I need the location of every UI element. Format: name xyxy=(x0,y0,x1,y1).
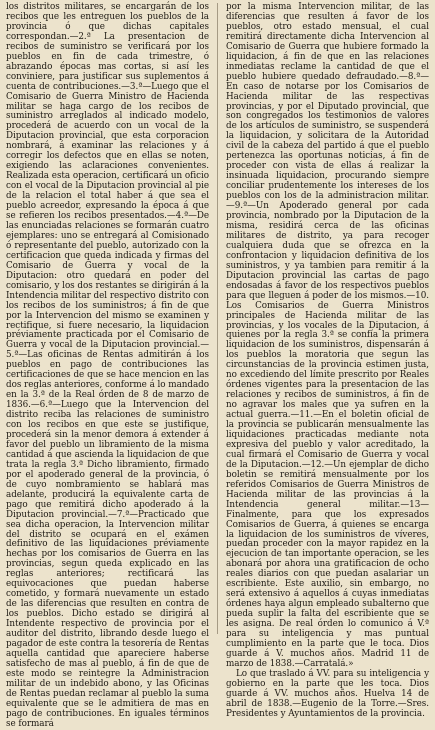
right-column xyxy=(226,2,429,719)
right-column-paragraph-2: Lo que traslado á VV. para su inteligencia y gobierno en la parte que les toca. Dios guarde á VV. muchos años. Huelva 14 de abril de 1838.—Eugenio de la Torre.—Sres. Presidentes y Ayuntamientos de la provincia. xyxy=(226,668,429,719)
left-column-text: los distritos militares, se encargarán de los recibos que les entreguen los pueblos de la provincia ó que dichas capitales correspondan.—2.ª La presentacion de recibos de suministro se verificará por los pueblos en fin de cada trimestre, ó abrazando épocas mas cortas, si así les conviniere, para justificar sus suplementos á cuenta de contribuciones.—3.ª—Luego que el Comisario de Guerra Ministro de Hacienda militar se haga cargo de los recibos de suministro arreglados al indicado modelo, procederá de acuerdo con un vocal de la Diputacion provincial, que esta corporacion nombrará, á examinar las relaciones y á corregir los defectos que en ellas se noten, exigiendo las aclaraciones convenientes. Realizada esta operacion, certificará un oficio con el vocal de la Diputacion provincial al pie de la relacion el total haber á que sea el pueblo acreedor, expresando la época á que se refieren los recibos presentados.—4.ª—De las enunciadas relaciones se formarán cuatro ejemplares: uno se entregará al Comisionado ó representante del pueblo, autorizado con la certificacion que queda indicada y firmas del Comisario de Guerra y vocal de la Diputacion: otro quedará en poder del comisario, y los dos restantes se dirigirán á la Intendencia militar del respectivo distrito con los recibos de los suministros; á fin de que por la Intervencion del mismo se examinen y rectifique, si fuere necesario, la liquidacion préviamente practicada por el Comisario de Guerra y vocal de la Diputacion provincial.—5.ª—Las oficinas de Rentas admitirán á los pueblos en pago de contribuciones las certificaciones de que se hace mencion en las dos reglas anteriores, conforme á lo mandado en la 3.ª de la Real órden de 8 de marzo de 1836.—6.ª—Luego que la Intervencion del distrito reciba las relaciones de suministro con los recibos en que este se justifique, procederá sin la menor demora á extender á favor del pueblo un libramiento de la misma cantidad á que ascienda la liquidacion de que trata la regla 3.ª Dicho libramiento, firmado por el apoderado general de la provincia, ó de cuyo nombramiento se hablará mas adelante, producirá la equivalente carta de pago que remitirá dicho apoderado á la Diputacion provincial.—7.ª—Practicado que sea dicha operacion, la Intervencion militar del distrito se ocupará en el exámen definitivo de las liquidaciones préviamente hechas por los comisarios de Guerra en las provincias, segun queda explicado en las reglas anteriores; rectificará las equivocaciones que puedan haberse cometido, y formará nuevamente un estado de las diferencias que resulten en contra de los pueblos. Dicho estado se dirigirá al Intendente respectivo de provincia por el auditor del distrito, librando desde luego el pagador de este contra la tesorería de Rentas aquella cantidad que apareciere haberse satisfecho de mas al pueblo, á fin de que de este modo se reintegre la Administracion militar de un indebido abono, y las Oficinas de Rentas puedan reclamar al pueblo la suma equivalente que se le admitiera de mas en pago de contribuciones. En iguales términos se formará xyxy=(6,2,209,729)
right-column-paragraph-1: por la misma Intervencion militar, de las diferencias que resulten á favor de los pueblos, otro estado mensual, el cual remitirá directamente dicha Intervencion al Comisario de Guerra que hubiere formado la liquidacion, á fin de que en las relaciones inmediatas reclame la cantidad de que el pueblo hubiere quedado defraudado.—8.ª—En caso de notarse por los Comisarios de Hacienda militar de las respectivas provincias, y por el Diputado provincial, que son congregados los testimonios de valores de los artículos de suministro, se suspenderá la liquidacion, y solicitara de la Autoridad civil de la cabeza del partido á que el pueblo pertenezca las oportunas noticias, á fin de proceder con vista de ellas á realizar la insinuada liquidacion, procurando siempre conciliar prudentemente los intereses de los pueblos con los de la administracion militar.—9.ª—Un Apoderado general por cada provincia, nombrado por la Diputacion de la misma, residirá cerca de las oficinas militares de distrito, ya para recoger cualquiera duda que se ofrezca en la confrontacion y liquidacion definitiva de los suministros, y ya tambien para remitir á la Diputacion provincial las cartas de pago endosadas á favor de los respectivos pueblos para que lleguen á poder de los mismos.—10. Los Comisarios de Guerra Ministros principales de Hacienda militar de las provincias, y los vocales de la Diputacion, á quienes por la regla 3.ª se confía la primera liquidacion de los suministros, dispensarán á los pueblos la moratoria que segun las circunstancias de la provincia estimen justa, no excediendo del límite prescrito por Reales órdenes vigentes para la presentacion de las relaciones y recibos de suministros, á fin de no agravar los males que ya sufren en la actual guerra.—11.—En el boletin oficial de la provincia se publicarán mensualmente las liquidaciones practicadas mediante nota expresiva del pueblo y valor acreditado, la cual firmará el Comisario de Guerra y vocal de la Diputacion.—12.—Un ejemplar de dicho boletin se remitirá mensualmente por los referidos Comisarios de Guerra Ministros de Hacienda militar de las provincias á la Intendencia general militar.—13—Finalmente, para que los expresados Comisarios de Guerra, á quienes se encarga la liquidacion de los suministros de víveres, puedan proceder con la mayor rapidez en la ejecucion de tan importante operacion, se les abonará por ahora una gratificacion de ocho reales diarios con que puedan asalariar un escribiente. Este auxilio, sin embargo, no será extensivo á aquellos á cuyas inmediatas órdenes haya algun empleado subalterno que pueda suplir la falta del escribiente que se les asigna. De real órden lo comunico á V.ª para su inteligencia y mas puntual cumplimiento en la parte que le toca. Dios guarde á V. muchos años. Madrid 11 de marzo de 1838.—Carratalá.» xyxy=(226,2,429,669)
left-column xyxy=(6,2,209,729)
column-divider xyxy=(217,3,218,634)
